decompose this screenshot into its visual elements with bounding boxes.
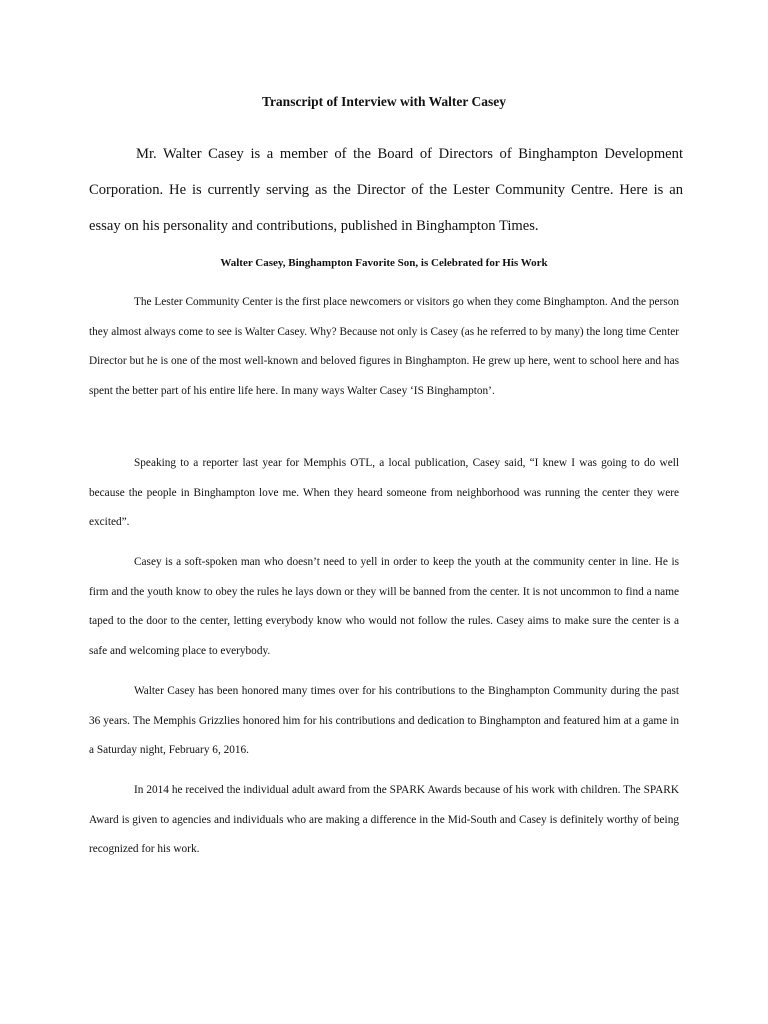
article-paragraph: In 2014 he received the individual adult award from the SPARK Awards because of his work with children. The SPARK Award is given to agencies and individuals who are making a difference in the Mid-South and Casey is definitely worthy of being recognized for his work. — [89, 784, 679, 856]
article-paragraph: Speaking to a reporter last year for Memphis OTL, a local publication, Casey said, “I knew I was going to do well because the people in Binghampton love me. When they heard someone from neighborhood was running the center they were excited”. — [89, 457, 679, 529]
article-paragraph: The Lester Community Center is the first place newcomers or visitors go when they come Binghampton. And the person they almost always come to see is Walter Casey. Why? Because not only is Casey (as he referred to by many) the long time Center Director but he is one of the most well-known and beloved figures in Binghampton. He grew up here, went to school here and has spent the better part of his entire life here. In many ways Walter Casey ‘IS Binghampton’. — [89, 296, 679, 397]
article-title: Walter Casey, Binghampton Favorite Son, is Celebrated for His Work — [220, 257, 548, 269]
document-title: Transcript of Interview with Walter Casey — [261, 94, 507, 109]
article-paragraph: Walter Casey has been honored many times over for his contributions to the Binghampton Community during the past 36 years. The Memphis Grizzlies honored him for his contributions and dedication to Binghampton and featured him at a game in a Saturday night, February 6, 2016. — [89, 685, 679, 757]
article-paragraph: Casey is a soft-spoken man who doesn’t need to yell in order to keep the youth at the community center in line. He is firm and the youth know to obey the rules he lays down or they will be banned from the center. It is not uncommon to find a name taped to the door to the center, letting everybody know who would not follow the rules. Casey aims to make sure the center is a safe and welcoming place to everybody. — [89, 556, 679, 657]
intro-paragraph: Mr. Walter Casey is a member of the Board of Directors of Binghampton Development Corporation. He is currently serving as the Director of the Lester Community Centre. Here is an essay on his personality and contributions, published in Binghampton Times. — [89, 146, 683, 234]
